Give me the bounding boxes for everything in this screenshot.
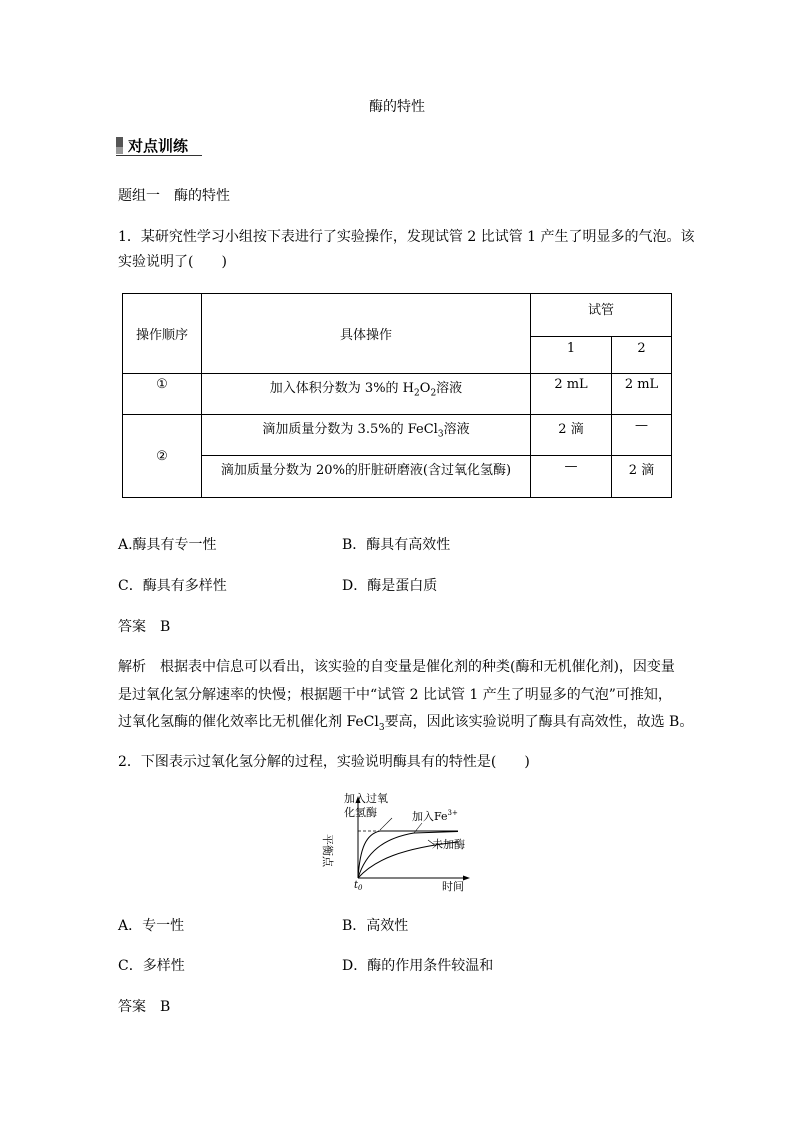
graph-x-label: 时间 [442,880,464,892]
graph-label-enzyme-1: 加入过氧 [344,792,388,805]
q2-option-d: D．酶的作用条件较温和 [342,958,494,974]
q1-analysis-line1: 解析 根据表中信息可以看出，该实验的自变量是催化剂的种类(酶和无机催化剂)，因变量 [118,659,675,675]
q1-option-c: C．酶具有多样性 [118,578,227,594]
q1-option-d: D．酶是蛋白质 [342,578,438,594]
section-marker-accent [116,147,123,154]
row2a-operation: 滴加质量分数为 3.5%的 FeCl$_3$溶液 [202,415,531,456]
row1-operation: 加入体积分数为 3%的 $H_2O_2$溶液 [202,374,531,415]
experiment-table [122,293,672,498]
header-tube-1: 1 [531,337,612,374]
row2b-tube1-value: — [531,456,612,498]
header-tube-2: 2 [612,337,672,374]
page-title: 酶的特性 [369,99,425,115]
row2a-tube1-value: 2 滴 [531,415,612,456]
section-heading [116,135,202,157]
row1-tube1-value: 2 mL [531,374,612,415]
row2a-tube2-value: — [612,415,672,456]
section-heading-label: 对点训练 [128,137,189,155]
q2-stem: 2．下图表示过氧化氢分解的过程，实验说明酶具有的特性是( ) [118,754,530,770]
graph-label-none: 未加酶 [432,838,465,851]
decomposition-graph [318,790,478,892]
row1-tube2-value: 2 mL [612,374,672,415]
section-underline [116,155,202,156]
q1-option-a: A.酶具有专一性 [118,537,217,553]
graph-pointer-enzyme [380,818,392,830]
q2-answer: 答案 B [118,999,171,1015]
q2-option-a: A．专一性 [118,918,185,934]
q1-stem-line2: 实验说明了( ) [118,254,227,270]
q1-option-b: B．酶具有高效性 [342,537,451,553]
row2b-tube2-value: 2 滴 [612,456,672,498]
row2b-operation: 滴加质量分数为 20%的肝脏研磨液(含过氧化氢酶) [202,456,531,498]
q2-option-c: C．多样性 [118,958,185,974]
q1-analysis-line3: 过氧化氢酶的催化效率比无机催化剂 FeCl$_3$要高，因此该实验说明了酶具有高效性，故选 B。 [118,714,694,733]
graph-x-arrow-icon [463,876,470,881]
graph-origin-label: $t_0$ [354,880,363,892]
header-operation: 具体操作 [202,294,531,374]
row2-order: ② [123,415,202,498]
q2-option-b: B．高效性 [342,918,409,934]
q1-analysis-line2: 是过氧化氢分解速率的快慢；根据题干中“试管 2 比试管 1 产生了明显多的气泡”可推知， [118,687,672,703]
header-order: 操作顺序 [123,294,202,374]
q1-answer: 答案 B [118,619,171,635]
graph-label-enzyme-2: 化氢酶 [344,806,377,819]
group-title: 题组一 酶的特性 [118,188,230,204]
graph-y-label: 平衡点 [321,834,334,867]
q1-stem-line1: 1．某研究性学习小组按下表进行了实验操作，发现试管 2 比试管 1 产生了明显多的气泡。该 [118,229,695,245]
graph-label-fe: 加入$Fe^{3+}$ [412,809,458,823]
header-tubes: 试管 [531,294,672,337]
row1-order: ① [123,374,202,415]
